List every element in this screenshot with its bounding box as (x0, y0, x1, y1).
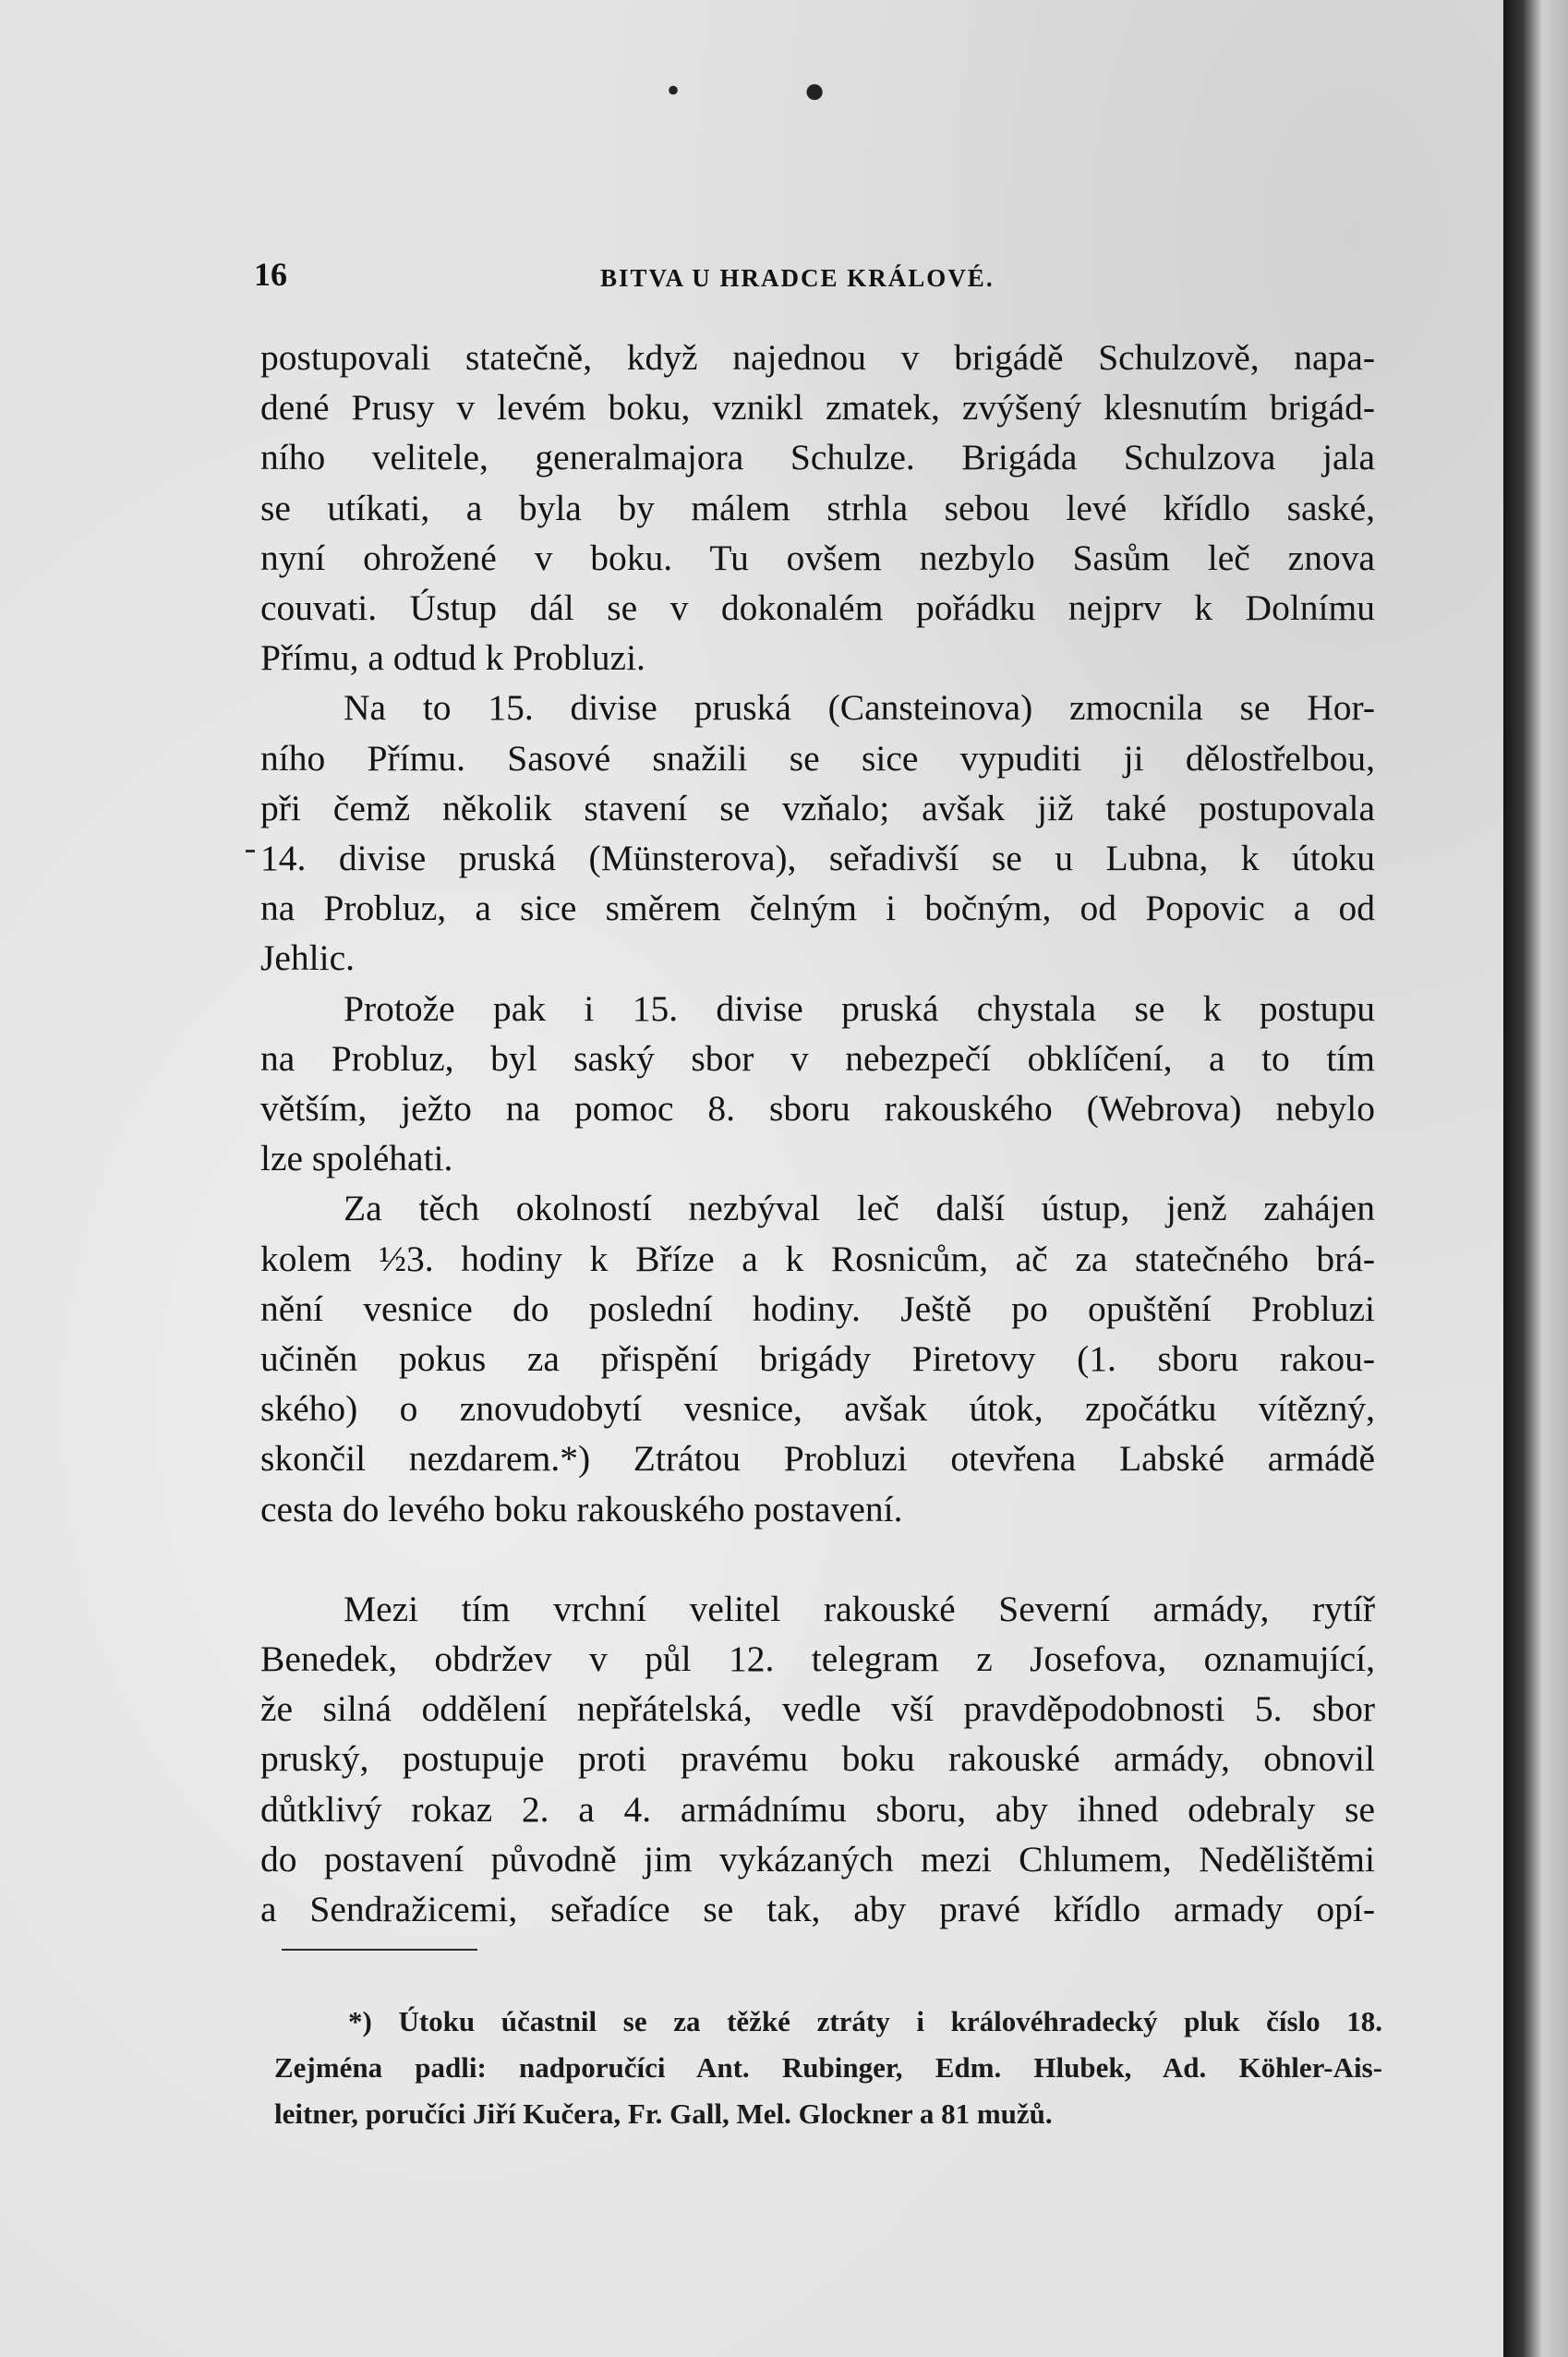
text-line: Za těch okolností nezbýval leč další ústup, jenž zahájen (344, 1188, 1375, 1229)
text-line: nyní ohrožené v boku. Tu ovšem nezbylo Sasům leč znova (260, 537, 1375, 578)
text-line: skončil nezdarem.*) Ztrátou Probluzi otevřena Labské armádě (260, 1438, 1375, 1480)
text-line: kolem ½3. hodiny k Bříze a k Rosnicům, ač za statečného brá- (260, 1238, 1375, 1279)
paragraph (260, 1183, 1375, 1533)
text-line: Benedek, obdržev v půl 12. telegram z Josefova, oznamující, (260, 1638, 1375, 1680)
text-line: Protože pak i 15. divise pruská chystala se k postupu (344, 987, 1375, 1029)
running-title: BITVA U HRADCE KRÁLOVÉ. (600, 264, 995, 292)
footnote-line: leitner, poručíci Jiří Kučera, Fr. Gall, Mel. Glockner a 81 mužů. (274, 2097, 1053, 2130)
text-line: Přímu, a odtud k Probluzi. (260, 637, 645, 679)
page-header (254, 255, 1376, 296)
text-line: že silná oddělení nepřátelská, vedle vší pravděpodobnosti 5. sbor (260, 1688, 1375, 1730)
text-line: couvati. Ústup dál se v dokonalém pořádku nejprv k Dolnímu (260, 587, 1375, 629)
text-line: při čemž několik stavení se vzňalo; avšak již také postupovala (260, 787, 1375, 828)
text-line: se utíkati, a byla by málem strhla sebou levé křídlo saské, (260, 487, 1375, 528)
text-line: ského) o znovudobytí vesnice, avšak útok, zpočátku vítězný, (260, 1388, 1375, 1430)
margin-dash (246, 850, 255, 852)
paragraph (260, 683, 1375, 983)
text-line: pruský, postupuje proti pravému boku rakouské armády, obnovil (260, 1738, 1375, 1780)
text-line: na Probluz, a sice směrem čelným i bočným, od Popovic a od (260, 888, 1375, 929)
text-line: do postavení původně jim vykázaných mezi Chlumem, Nedělištěmi (260, 1838, 1375, 1880)
text-line: ního velitele, generalmajora Schulze. Brigáda Schulzova jala (260, 437, 1375, 478)
text-line: Na to 15. divise pruská (Cansteinova) zmocnila se Hor- (344, 687, 1375, 729)
text-line: postupovali statečně, když najednou v brigádě Schulzově, napa- (260, 337, 1375, 378)
paragraph (260, 1584, 1375, 1934)
footnote-line: *) Útoku účastnil se za těžké ztráty i královéhradecký pluk číslo 18. (348, 2005, 1382, 2037)
text-line: dené Prusy v levém boku, vznikl zmatek, zvýšený klesnutím brigád- (260, 387, 1375, 429)
footnote (274, 1999, 1382, 2137)
text-line: cesta do levého boku rakouského postavení. (260, 1488, 903, 1529)
footnote-line: Zejména padli: nadporučíci Ant. Rubinger, Edm. Hlubek, Ad. Köhler-Ais- (274, 2051, 1382, 2084)
ink-mark-icon: • (667, 69, 681, 111)
text-line: 14. divise pruská (Münsterova), seřadivší se u Lubna, k útoku (260, 838, 1375, 879)
text-line: učiněn pokus za přispění brigády Piretovy (1. sboru rakou- (260, 1338, 1375, 1380)
text-line: lze spoléhati. (260, 1138, 453, 1179)
text-line: nění vesnice do poslední hodiny. Ještě po opuštění Probluzi (260, 1287, 1375, 1329)
ink-blot-icon: ● (803, 69, 826, 111)
section-break (260, 1534, 1375, 1584)
paragraph (260, 984, 1375, 1184)
text-line: a Sendražicemi, seřadíce se tak, aby pravé křídlo armady opí- (260, 1889, 1375, 1930)
text-line: ního Přímu. Sasové snažili se sice vypuditi ji dělostřelbou, (260, 737, 1375, 779)
body-text (260, 332, 1375, 1934)
text-line: na Probluz, byl saský sbor v nebezpečí obklíčení, a to tím (260, 1037, 1375, 1079)
text-line: Mezi tím vrchní velitel rakouské Severní armády, rytíř (344, 1588, 1375, 1629)
footnote-separator (282, 1949, 477, 1951)
text-line: důtklivý rokaz 2. a 4. armádnímu sboru, aby ihned odebraly se (260, 1788, 1375, 1830)
text-line: Jehlic. (260, 937, 356, 979)
page-edge-scan-border (1503, 0, 1568, 2357)
page-number: 16 (254, 256, 287, 293)
text-line: větším, ježto na pomoc 8. sboru rakouského (Webrova) nebylo (260, 1088, 1375, 1130)
paragraph (260, 332, 1375, 683)
